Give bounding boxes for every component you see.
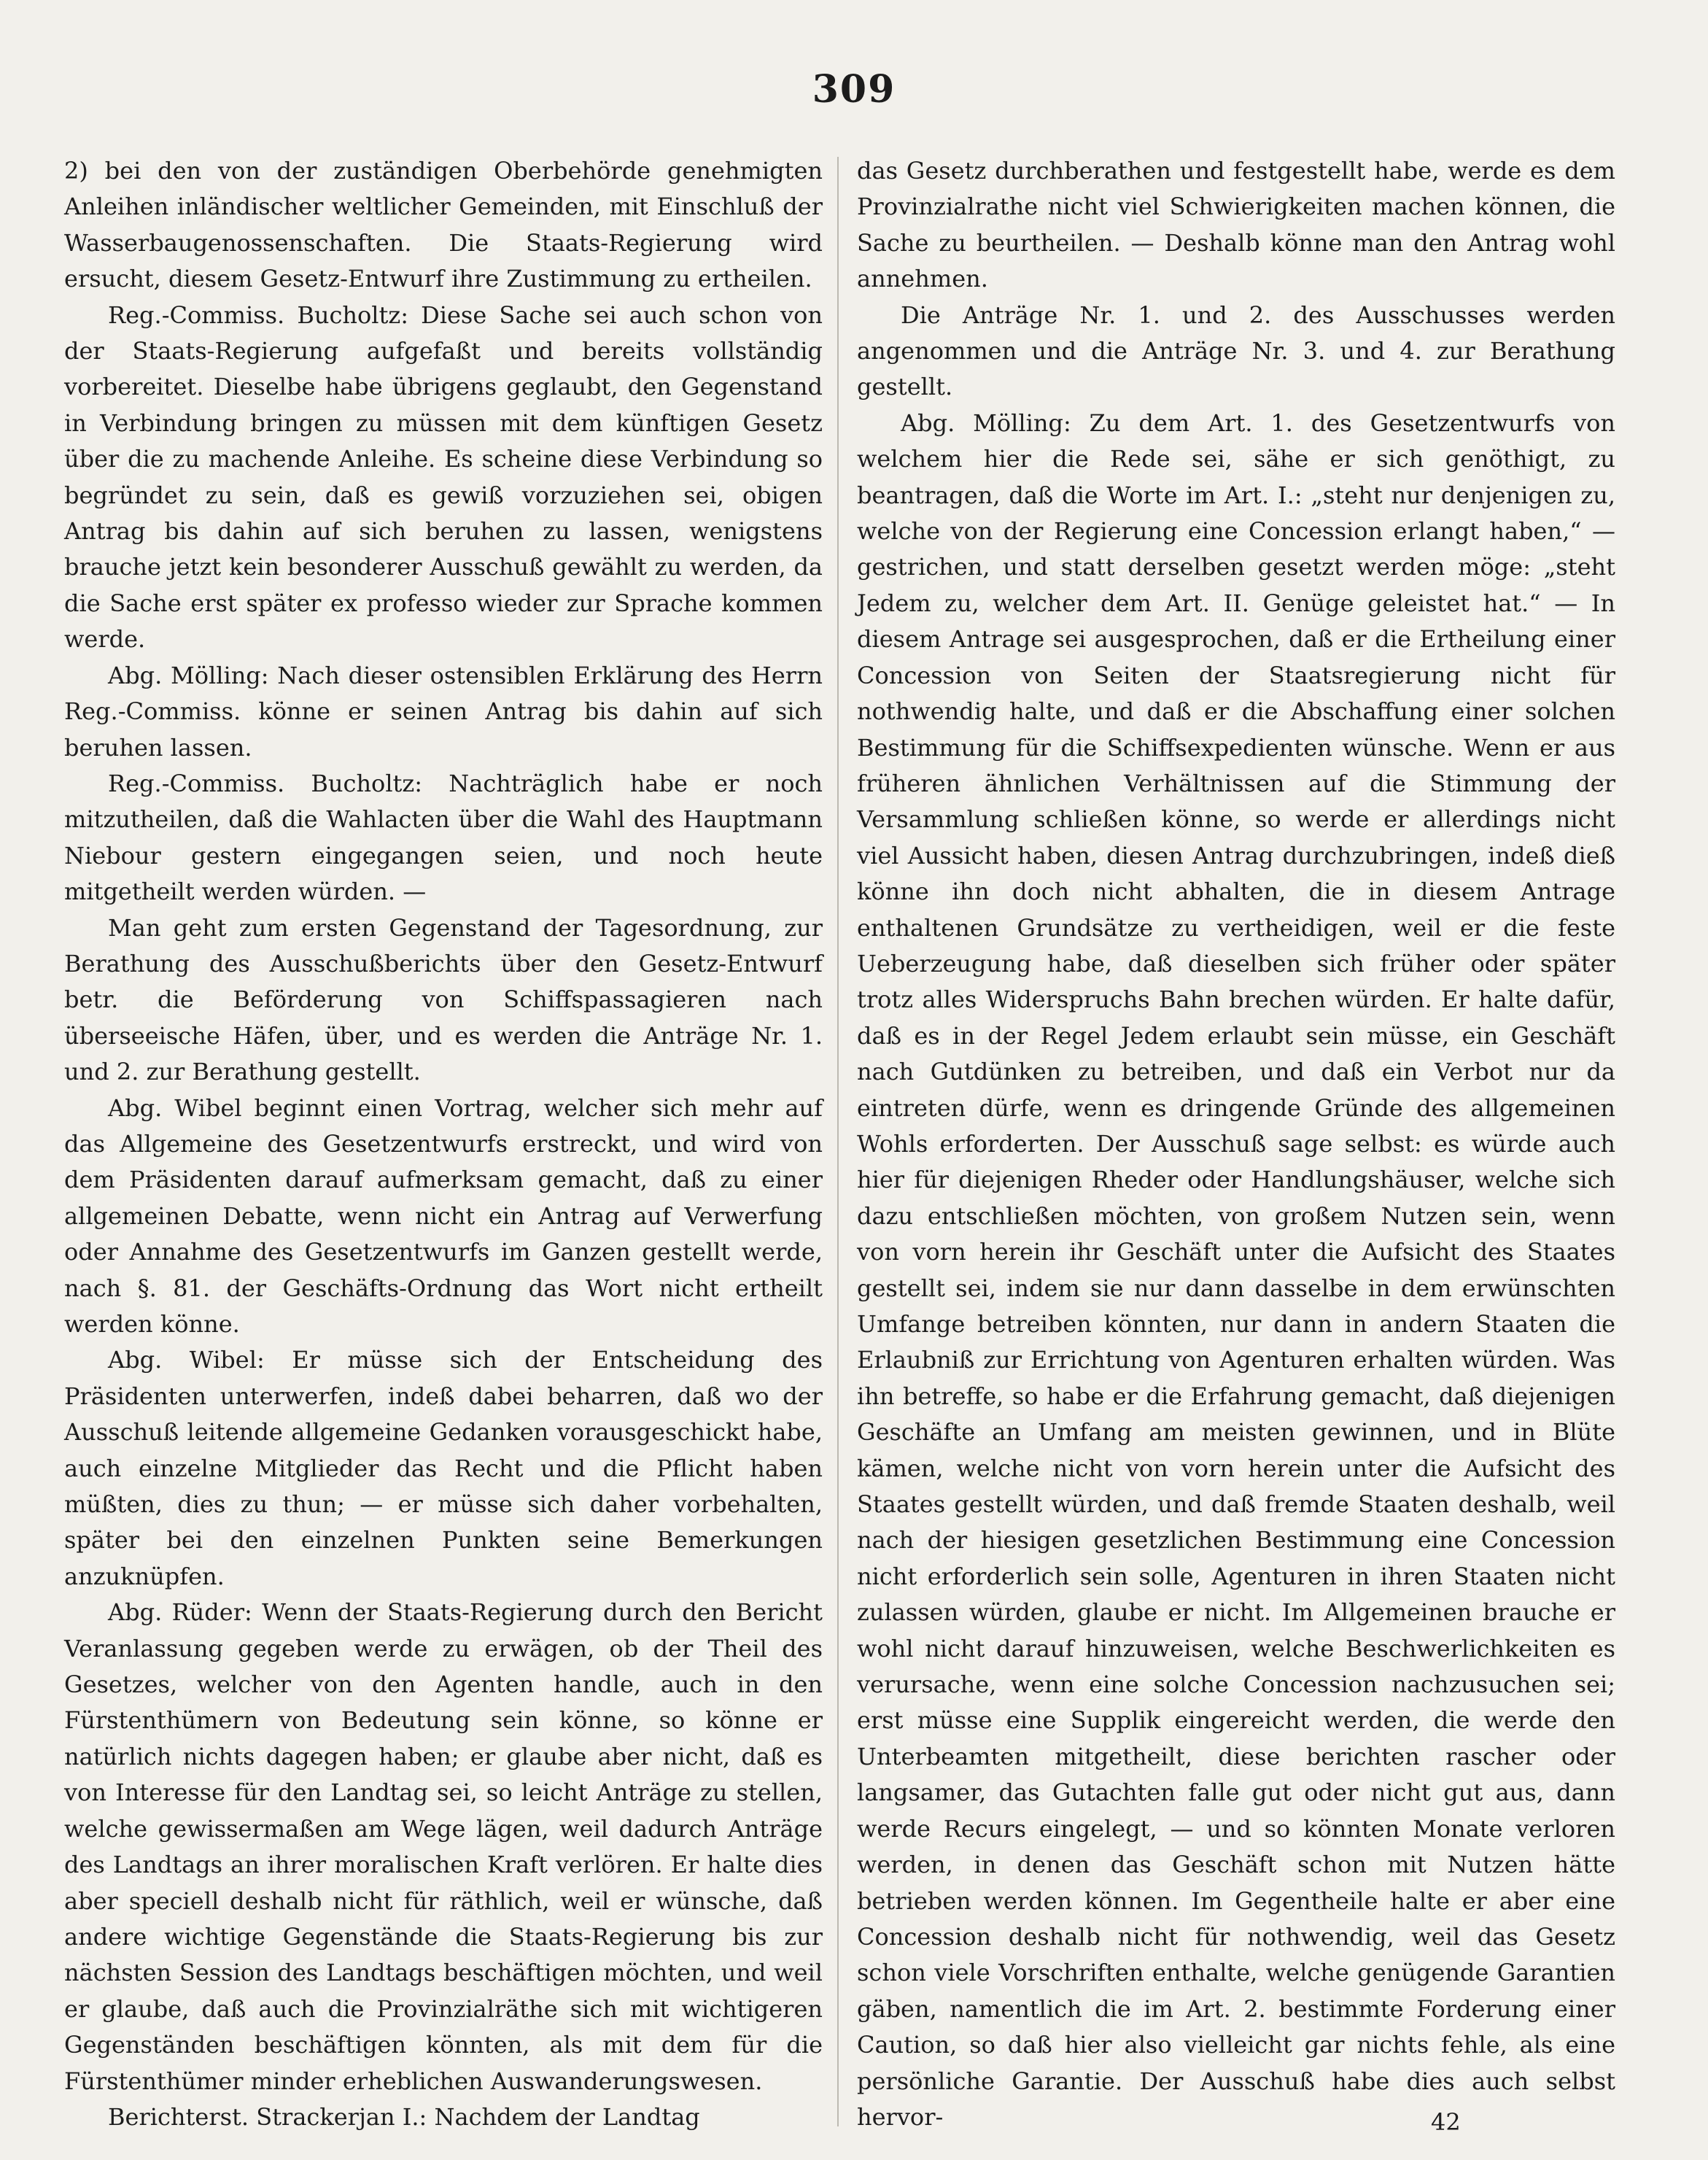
paragraph: Die Anträge Nr. 1. und 2. des Ausschusses werden angenommen und die Anträge Nr. 3. und 4. zur Berathung gestellt. bbox=[857, 301, 1615, 401]
paragraph: Abg. Wibel beginnt einen Vortrag, welcher sich mehr auf das Allgemeine des Gesetzentwurfs erstreckt, und wird von dem Präsidenten darauf aufmerksam gemacht, daß zu einer allgemeinen Debatte, wenn nicht ein Antrag auf Verwerfung oder Annahme des Gesetzentwurfs im Ganzen gestellt werde, nach §. 81. der Geschäfts-Ordnung das Wort nicht ertheilt werden könne. bbox=[64, 1093, 823, 1338]
paragraph: Reg.-Commiss. Bucholtz: Diese Sache sei auch schon von der Staats-Regierung aufgefaßt und bereits vollständig vorbereitet. Dieselbe habe übrigens geglaubt, den Gegenstand in Verbindung bringen zu müssen mit dem künftigen Gesetz über die zu machende Anleihe. Es scheine diese Verbindung so begründet zu sein, daß es gewiß vorzuziehen sei, obigen Antrag bis dahin auf sich beruhen zu lassen, wenigstens brauche jetzt kein besonderer Ausschuß gewählt zu werden, da die Sache erst später ex professo wieder zur Sprache kommen werde. bbox=[64, 301, 823, 654]
paragraph: das Gesetz durchberathen und festgestellt habe, werde es dem Provinzialrathe nicht viel Schwierigkeiten machen können, die Sache zu beurtheilen. — Deshalb könne man den Antrag wohl annehmen. bbox=[857, 157, 1615, 293]
paragraph: Abg. Mölling: Zu dem Art. 1. des Gesetzentwurfs von welchem hier die Rede sei, sähe er sich genöthigt, zu beantragen, daß die Worte im Art. I.: „steht nur denjenigen zu, welche von der Regierung eine Concession erlangt haben,“ — gestrichen, und statt derselben gesetzt werden möge: „steht Jedem zu, welcher dem Art. II. Genüge geleistet hat.“ — In diesem Antrage sei ausgesprochen, daß er die Ertheilung einer Concession von Seiten der Staatsregierung nicht für nothwendig halte, und daß er die Abschaffung einer solchen Bestimmung für die Schiffsexpedienten wünsche. Wenn er aus früheren ähnlichen Verhältnissen auf die Stimmung der Versammlung schließen könne, so werde er allerdings nicht viel Aussicht haben, diesen Antrag durchzubringen, indeß dieß könne ihn doch nicht abhalten, die in diesem Antrage enthaltenen Grundsätze zu vertheidigen, weil er die feste Ueberzeugung habe, daß dieselben sich früher oder später trotz alles Widerspruchs Bahn brechen würden. Er halte dafür, daß es in der Regel Jedem erlaubt sein müsse, ein Geschäft nach Gutdünken zu betreiben, und daß ein Verbot nur da eintreten dürfe, wenn es dringende Gründe des allgemeinen Wohls erforderten. Der Ausschuß sage selbst: es würde auch hier für diejenigen Rheder oder Handlungshäuser, welche sich dazu entschließen möchten, von großem Nutzen sein, wenn von vorn herein ihr Geschäft unter die Aufsicht des Staates gestellt sei, indem sie nur dann dasselbe in dem erwünschten Umfange betreiben könnten, nur dann in andern Staaten die Erlaubniß zur Errichtung von Agenturen erhalten würden. Was ihn betreffe, so habe er die Erfahrung gemacht, daß diejenigen Geschäfte an Umfang am meisten gewinnen, und in Blüte kämen, welche nicht von vorn herein unter die Aufsicht des Staates gestellt würden, und daß fremde Staaten deshalb, weil nach der hiesigen gesetzlichen Bestimmung eine Concession nicht erforderlich sein solle, Agenturen in ihren Staaten nicht zulassen würden, glaube er nicht. Im Allgemeinen brauche er wohl nicht darauf hinzuweisen, welche Beschwerlichkeiten es verursache, wenn eine solche Concession nachzusuchen sei; erst müsse eine Supplik eingereicht werden, die werde den Unterbeamten mitgetheilt, diese berichten rascher oder langsamer, das Gutachten falle gut oder nicht gut aus, dann werde Recurs eingelegt, — und so könnten Monate verloren werden, in denen das Geschäft schon mit Nutzen hätte betrieben werden können. Im Gegentheile halte er aber eine Concession deshalb nicht für nothwendig, weil das Gesetz schon viele Vorschriften enthalte, welche genügende Garantien gäben, namentlich die im Art. 2. bestimmte Forderung einer Caution, so daß hier also vielleicht gar nichts fehle, als eine persönliche Garantie. Der Ausschuß habe dies auch selbst hervor- bbox=[857, 409, 1615, 2131]
paragraph: Abg. Rüder: Wenn der Staats-Regierung durch den Bericht Veranlassung gegeben werde zu erwägen, ob der Theil des Gesetzes, welcher von den Agenten handle, auch in den Fürstenthümern von Bedeutung sein könne, so könne er natürlich nichts dagegen haben; er glaube aber nicht, daß es von Interesse für den Landtag sei, so leicht Anträge zu stellen, welche gewissermaßen am Wege lägen, weil dadurch Anträge des Landtags an ihrer moralischen Kraft verlören. Er halte dies aber speciell deshalb nicht für räthlich, weil er wünsche, daß andere wichtige Gegenstände die Staats-Regierung bis zur nächsten Session des Landtags beschäftigen möchten, und weil er glaube, daß auch die Provinzialräthe sich mit wichtigeren Gegenständen beschäftigen könnten, als mit dem für die Fürstenthümer minder erheblichen Auswanderungswesen. bbox=[64, 1598, 823, 2095]
right-column bbox=[857, 153, 1615, 2135]
paragraph: Berichterst. Strackerjan I.: Nachdem der Landtag bbox=[108, 2102, 700, 2131]
paragraph: Reg.-Commiss. Bucholtz: Nachträglich habe er noch mitzutheilen, daß die Wahlacten über die Wahl des Hauptmann Niebour gestern eingegangen seien, und noch heute mitgetheilt werden würden. — bbox=[64, 769, 823, 906]
paragraph: Abg. Mölling: Nach dieser ostensiblen Erklärung des Herrn Reg.-Commiss. könne er seinen Antrag bis dahin auf sich beruhen lassen. bbox=[64, 661, 823, 762]
page-number: 309 bbox=[812, 67, 896, 112]
paragraph: 2) bei den von der zuständigen Oberbehörde genehmigten Anleihen inländischer weltlicher Gemeinden, mit Einschluß der Wasserbaugenossenschaften. Die Staats-Regierung wird ersucht, diesem Gesetz-Entwurf ihre Zustimmung zu ertheilen. bbox=[64, 157, 823, 293]
paragraph: Man geht zum ersten Gegenstand der Tagesordnung, zur Berathung des Ausschußberichts über den Gesetz-Entwurf betr. die Beförderung von Schiffspassagieren nach überseeische Häfen, über, und es werden die Anträge Nr. 1. und 2. zur Berathung gestellt. bbox=[64, 913, 823, 1086]
sheet-signature: 42 bbox=[1431, 2108, 1461, 2136]
column-divider bbox=[837, 157, 839, 2126]
left-column bbox=[64, 153, 823, 2135]
paragraph: Abg. Wibel: Er müsse sich der Entscheidung des Präsidenten unterwerfen, indeß dabei beharren, daß wo der Ausschuß leitende allgemeine Gedanken vorausgeschickt habe, auch einzelne Mitglieder das Recht und die Pflicht haben müßten, dies zu thun; — er müsse sich daher vorbehalten, später bei den einzelnen Punkten seine Bemerkungen anzuknüpfen. bbox=[64, 1346, 823, 1590]
